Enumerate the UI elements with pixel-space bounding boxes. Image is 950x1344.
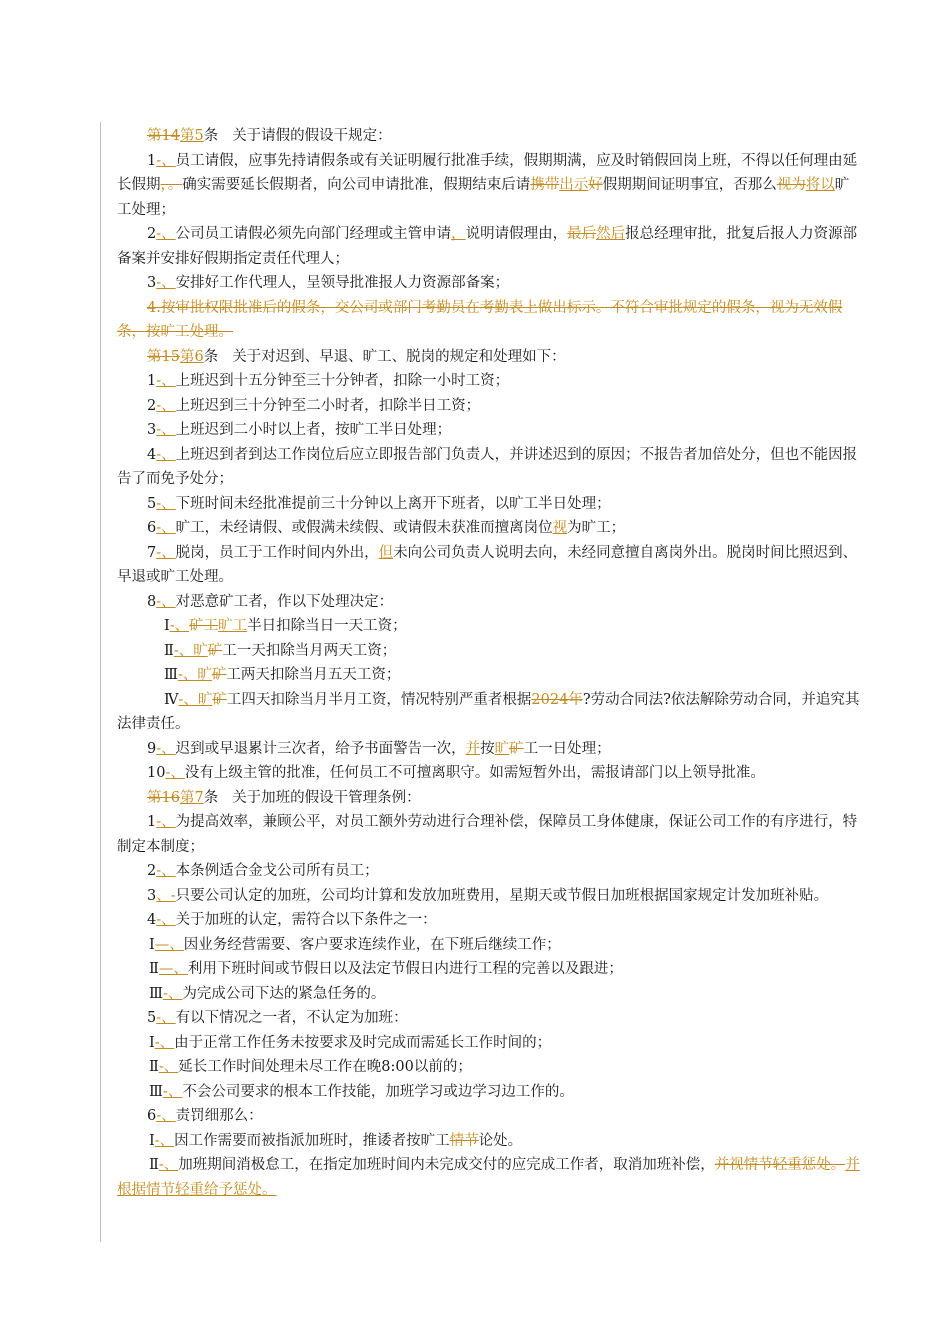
clause-text: 为旷工； [567,520,626,536]
clause-text: 假期期间证明事宜，否那么 [602,177,777,193]
clause-5-1 [117,149,860,223]
article-suffix: 条 [203,128,219,144]
clause-number: 5 [147,495,157,512]
inserted-text: 将以 [805,177,835,193]
clause-number: 3 [147,887,157,904]
clause-7-3 [117,884,860,909]
deleted-text: 情节 [449,1132,479,1149]
subclause-7-6-2 [117,1153,860,1202]
numbering-revision: -、 [154,1132,175,1149]
numbering-revision: -、 [156,814,176,830]
numbering-revision: -、 [156,912,176,928]
clause-number: 2 [147,863,157,879]
inserted-text: 第6 [179,348,204,365]
deleted-text: 矿工 [189,618,219,634]
deleted-text: 并视情节轻重惩处。 [714,1157,846,1173]
article-title: 关于对迟到、早退、旷工、脱岗的规定和处理如下： [232,348,566,365]
numbering-revision: -、 [156,495,176,512]
inserted-text: 并 [465,740,481,757]
clause-text: 安排好工作代理人，呈领导批准报人力资源部备案； [175,275,510,291]
inserted-text: 旷 [193,642,208,659]
clause-number: Ⅲ [164,667,178,683]
deleted-text: 矿 [207,642,223,659]
numbering-revision: -、 [156,520,176,536]
clause-number: 5 [147,1010,157,1026]
clause-text: 上班迟到十五分钟至三十分钟者，扣除一小时工资； [175,373,510,389]
numbering-revision: -、 [156,740,176,757]
inserted-text: ， [451,226,466,242]
subclause-7-6-1 [117,1129,860,1154]
clause-text: 说明请假理由， [465,226,568,242]
article-title: 关于请假的假设干规定： [232,128,392,144]
numbering-revision: —、 [158,961,188,977]
inserted-text: 并根据情节轻重给予惩处。 [117,1157,860,1198]
numbering-revision: -、 [156,1108,176,1124]
clause-text: 确实需要延长假期者，向公司申请批准，假期结束后请 [182,177,531,193]
clause-6-1 [117,369,860,394]
clause-text: 公司员工请假必须先向部门经理或主管申请 [175,226,452,242]
clause-number: Ⅱ [149,1157,159,1173]
subclause-6-8-4 [117,688,860,737]
clause-number: Ⅲ [149,985,163,1002]
clause-7-4 [117,908,860,933]
clause-text: 因业务经营需要、客户要求连续作业，在下班后继续工作； [183,936,561,953]
deleted-text: 2024年 [531,691,583,708]
clause-number: 6 [147,1108,157,1124]
numbering-revision: -、 [156,397,176,414]
subclause-7-4-2 [117,957,860,982]
clause-number: Ⅰ [149,936,155,953]
clause-number: 1 [147,373,157,389]
clause-6-2 [117,394,860,419]
numbering-revision: -、 [156,593,176,610]
clause-number: Ⅱ [149,1059,159,1075]
deleted-text: 携带 [530,177,560,193]
numbering-revision: -、 [156,373,176,389]
clause-text: 报总经理审批，批复后报人力资源部备案并安排好假期指定责任代理人； [117,226,858,267]
numbering-revision: -、 [169,618,190,634]
inserted-text: 然后 [596,226,626,242]
clause-text: 工两天扣除当月五天工资； [226,667,401,683]
clause-text: 未向公司负责人说明去向，未经同意擅自离岗外出。脱岗时间比照迟到、早退或旷工处理。 [117,544,858,585]
inserted-text: 旷工 [218,618,248,634]
clause-text: 对恶意矿工者，作以下处理决定： [175,593,394,610]
clause-number: Ⅰ [149,1132,155,1149]
article-6-heading [117,345,860,370]
numbering-revision: -、 [156,422,176,438]
clause-text: ?劳动合同法?依法解除劳动合同，并追究其法律责任。 [117,691,860,732]
article-title: 关于加班的假设干管理条例： [232,789,421,806]
clause-text: 延长工作时间处理未尽工作在晚8:00以前的； [178,1059,472,1075]
inserted-text: 但 [378,544,394,561]
clause-text: 没有上级主管的批准，任何员工不可擅离职守。如需短暂外出，需报请部门以上领导批准。 [184,765,765,781]
document-body [117,124,860,1202]
numbering-revision: -、 [165,765,185,781]
numbering-revision: -、 [158,1059,179,1075]
clause-5-2 [117,222,860,271]
deleted-text: 第16 [147,789,180,806]
clause-7-6 [117,1104,860,1129]
clause-number: Ⅲ [149,1083,163,1100]
clause-6-4 [117,443,860,492]
deleted-text: 第15 [147,348,180,365]
clause-6-8 [117,590,860,615]
clause-number: Ⅳ [164,691,179,708]
clause-number: 2 [147,226,157,242]
clause-text: 工一日处理； [523,740,611,757]
subclause-6-8-3 [117,663,860,688]
clause-6-10 [117,761,860,786]
clause-text: 上班迟到者到达工作岗位后应立即报告部门负责人，并讲述迟到的原因；不报告者加倍处分，但也不能因报告了而免予处分； [117,446,858,487]
clause-number: Ⅱ [164,642,174,659]
numbering-revision: -、 [156,863,176,879]
article-suffix: 条 [203,789,219,806]
clause-5-3 [117,271,860,296]
clause-text: 工四天扣除当月半月工资，情况特别严重者根据 [226,691,532,708]
clause-text: 因工作需要而被指派加班时，推诿者按旷工 [174,1132,450,1149]
article-suffix: 条 [203,348,219,365]
clause-number: 7 [147,544,157,561]
clause-text: 论处。 [478,1132,523,1149]
inserted-text: 出示 [559,177,589,193]
numbering-revision: -、 [173,642,194,659]
deleted-text: 4.按审批权限批准后的假条，交公司或部门考勤员在考勤表上做出标示。不符合审批规定的假条，视为无效假条，按旷工处理。 [117,299,843,340]
clause-6-6 [117,516,860,541]
clause-number: 1 [147,152,157,169]
numbering-revision: -、 [156,446,176,463]
clause-number: Ⅱ [149,961,159,977]
clause-6-5 [117,492,860,517]
clause-text: 下班时间未经批准提前三十分钟以上离开下班者，以旷工半日处理； [175,495,611,512]
numbering-revision: -、 [162,1083,183,1100]
clause-text: 只要公司认定的加班，公司均计算和发放加班费用，星期天或节假日加班根据国家规定计发加班补贴。 [175,887,829,904]
inserted-text: 旷 [197,691,213,708]
inserted-text: 第7 [179,789,204,806]
subclause-7-5-1 [117,1031,860,1056]
deleted-text: 好 [588,177,603,193]
clause-number: 6 [147,520,157,536]
clause-number: 4 [147,446,157,463]
clause-number: Ⅰ [164,618,170,634]
clause-number: 1 [147,814,157,830]
clause-text: 半日扣除当日一天工资； [247,618,407,634]
clause-text: 员工请假，应事先持请假条或有关证明履行批准手续，假期期满，应及时销假回岗上班，不得以任何理由延长假期 [117,152,858,193]
clause-text: 利用下班时间或节假日以及法定节假日内进行工程的完善以及跟进； [187,961,623,977]
clause-text: 上班迟到三十分钟至二小时者，扣除半日工资； [175,397,481,414]
inserted-text: 视 [552,520,568,536]
clause-7-1 [117,810,860,859]
numbering-revision: -、 [156,544,176,561]
numbering-revision: -、 [156,275,176,291]
clause-number: Ⅰ [149,1034,155,1051]
numbering-revision: -、 [177,667,198,683]
inserted-text: 第5 [179,128,204,144]
subclause-7-5-2 [117,1055,860,1080]
clause-text: 有以下情况之一者，不认定为加班： [175,1010,408,1026]
clause-5-4-deleted [117,296,860,345]
deleted-text: 最后 [567,226,597,242]
margin-rule [100,122,101,1242]
numbering-revision: -、 [156,226,176,242]
numbering-revision: -、 [158,1157,179,1173]
clause-text: 本条例适合金戈公司所有员工； [175,863,379,879]
clause-text: 脱岗，员工于工作时间内外出， [175,544,379,561]
inserted-text: 旷 [494,740,510,757]
clause-text: 由于正常工作任务未按要求及时完成而需延长工作时间的； [174,1034,552,1051]
subclause-6-8-2 [117,639,860,664]
clause-number: 8 [147,593,157,610]
clause-text: 旷工处理； [117,177,850,218]
numbering-revision: -、 [156,1010,176,1026]
clause-number: 3 [147,422,157,438]
clause-number: 2 [147,397,157,414]
clause-text: 关于加班的认定，需符合以下条件之一： [175,912,437,928]
numbering-revision: -、 [178,691,198,708]
deleted-text: ，。 [160,177,183,193]
article-5-heading [117,124,860,149]
deleted-text: 矿 [509,740,524,757]
clause-number: 4 [147,912,157,928]
deleted-text: 矿 [211,667,227,683]
clause-number: 9 [147,740,157,757]
numbering-revision: —、 [154,936,184,953]
inserted-text: 旷 [197,667,212,683]
clause-text: 加班期间消极怠工，在指定加班时间内未完成交付的应完成工作者，取消加班补偿， [178,1157,715,1173]
clause-number: 10 [147,765,166,781]
deleted-text: 第14 [147,128,180,144]
subclause-7-4-1 [117,933,860,958]
subclause-7-5-3 [117,1080,860,1105]
subclause-6-8-1 [117,614,860,639]
clause-text: 责罚细那么： [175,1108,263,1124]
clause-text: 旷工，未经请假、或假满未续假、或请假未获准而擅离岗位 [175,520,553,536]
deleted-text: 矿 [212,691,227,708]
clause-7-2 [117,859,860,884]
deleted-text: 视为 [776,177,806,193]
clause-text: 按 [480,740,495,757]
clause-6-9 [117,737,860,762]
numbering-revision: -、 [154,1034,175,1051]
clause-text: 不会公司要求的根本工作技能，加班学习或边学习边工作的。 [182,1083,574,1100]
clause-number: 3 [147,275,157,291]
subclause-7-4-3 [117,982,860,1007]
clause-text: 上班迟到二小时以上者，按旷工半日处理； [175,422,452,438]
numbering-revision: -、 [156,152,176,169]
clause-text: 为完成公司下达的紧急任务的。 [182,985,386,1002]
article-7-heading [117,786,860,811]
numbering-revision: 、- [156,887,176,904]
clause-text: 工一天扣除当月两天工资； [222,642,397,659]
clause-6-3 [117,418,860,443]
clause-7-5 [117,1006,860,1031]
clause-6-7 [117,541,860,590]
clause-text: 迟到或早退累计三次者，给予书面警告一次， [175,740,466,757]
numbering-revision: -、 [162,985,183,1002]
clause-text: 为提高效率，兼顾公平，对员工额外劳动进行合理补偿，保障员工身体健康，保证公司工作的有序进行，特制定本制度； [117,814,858,855]
